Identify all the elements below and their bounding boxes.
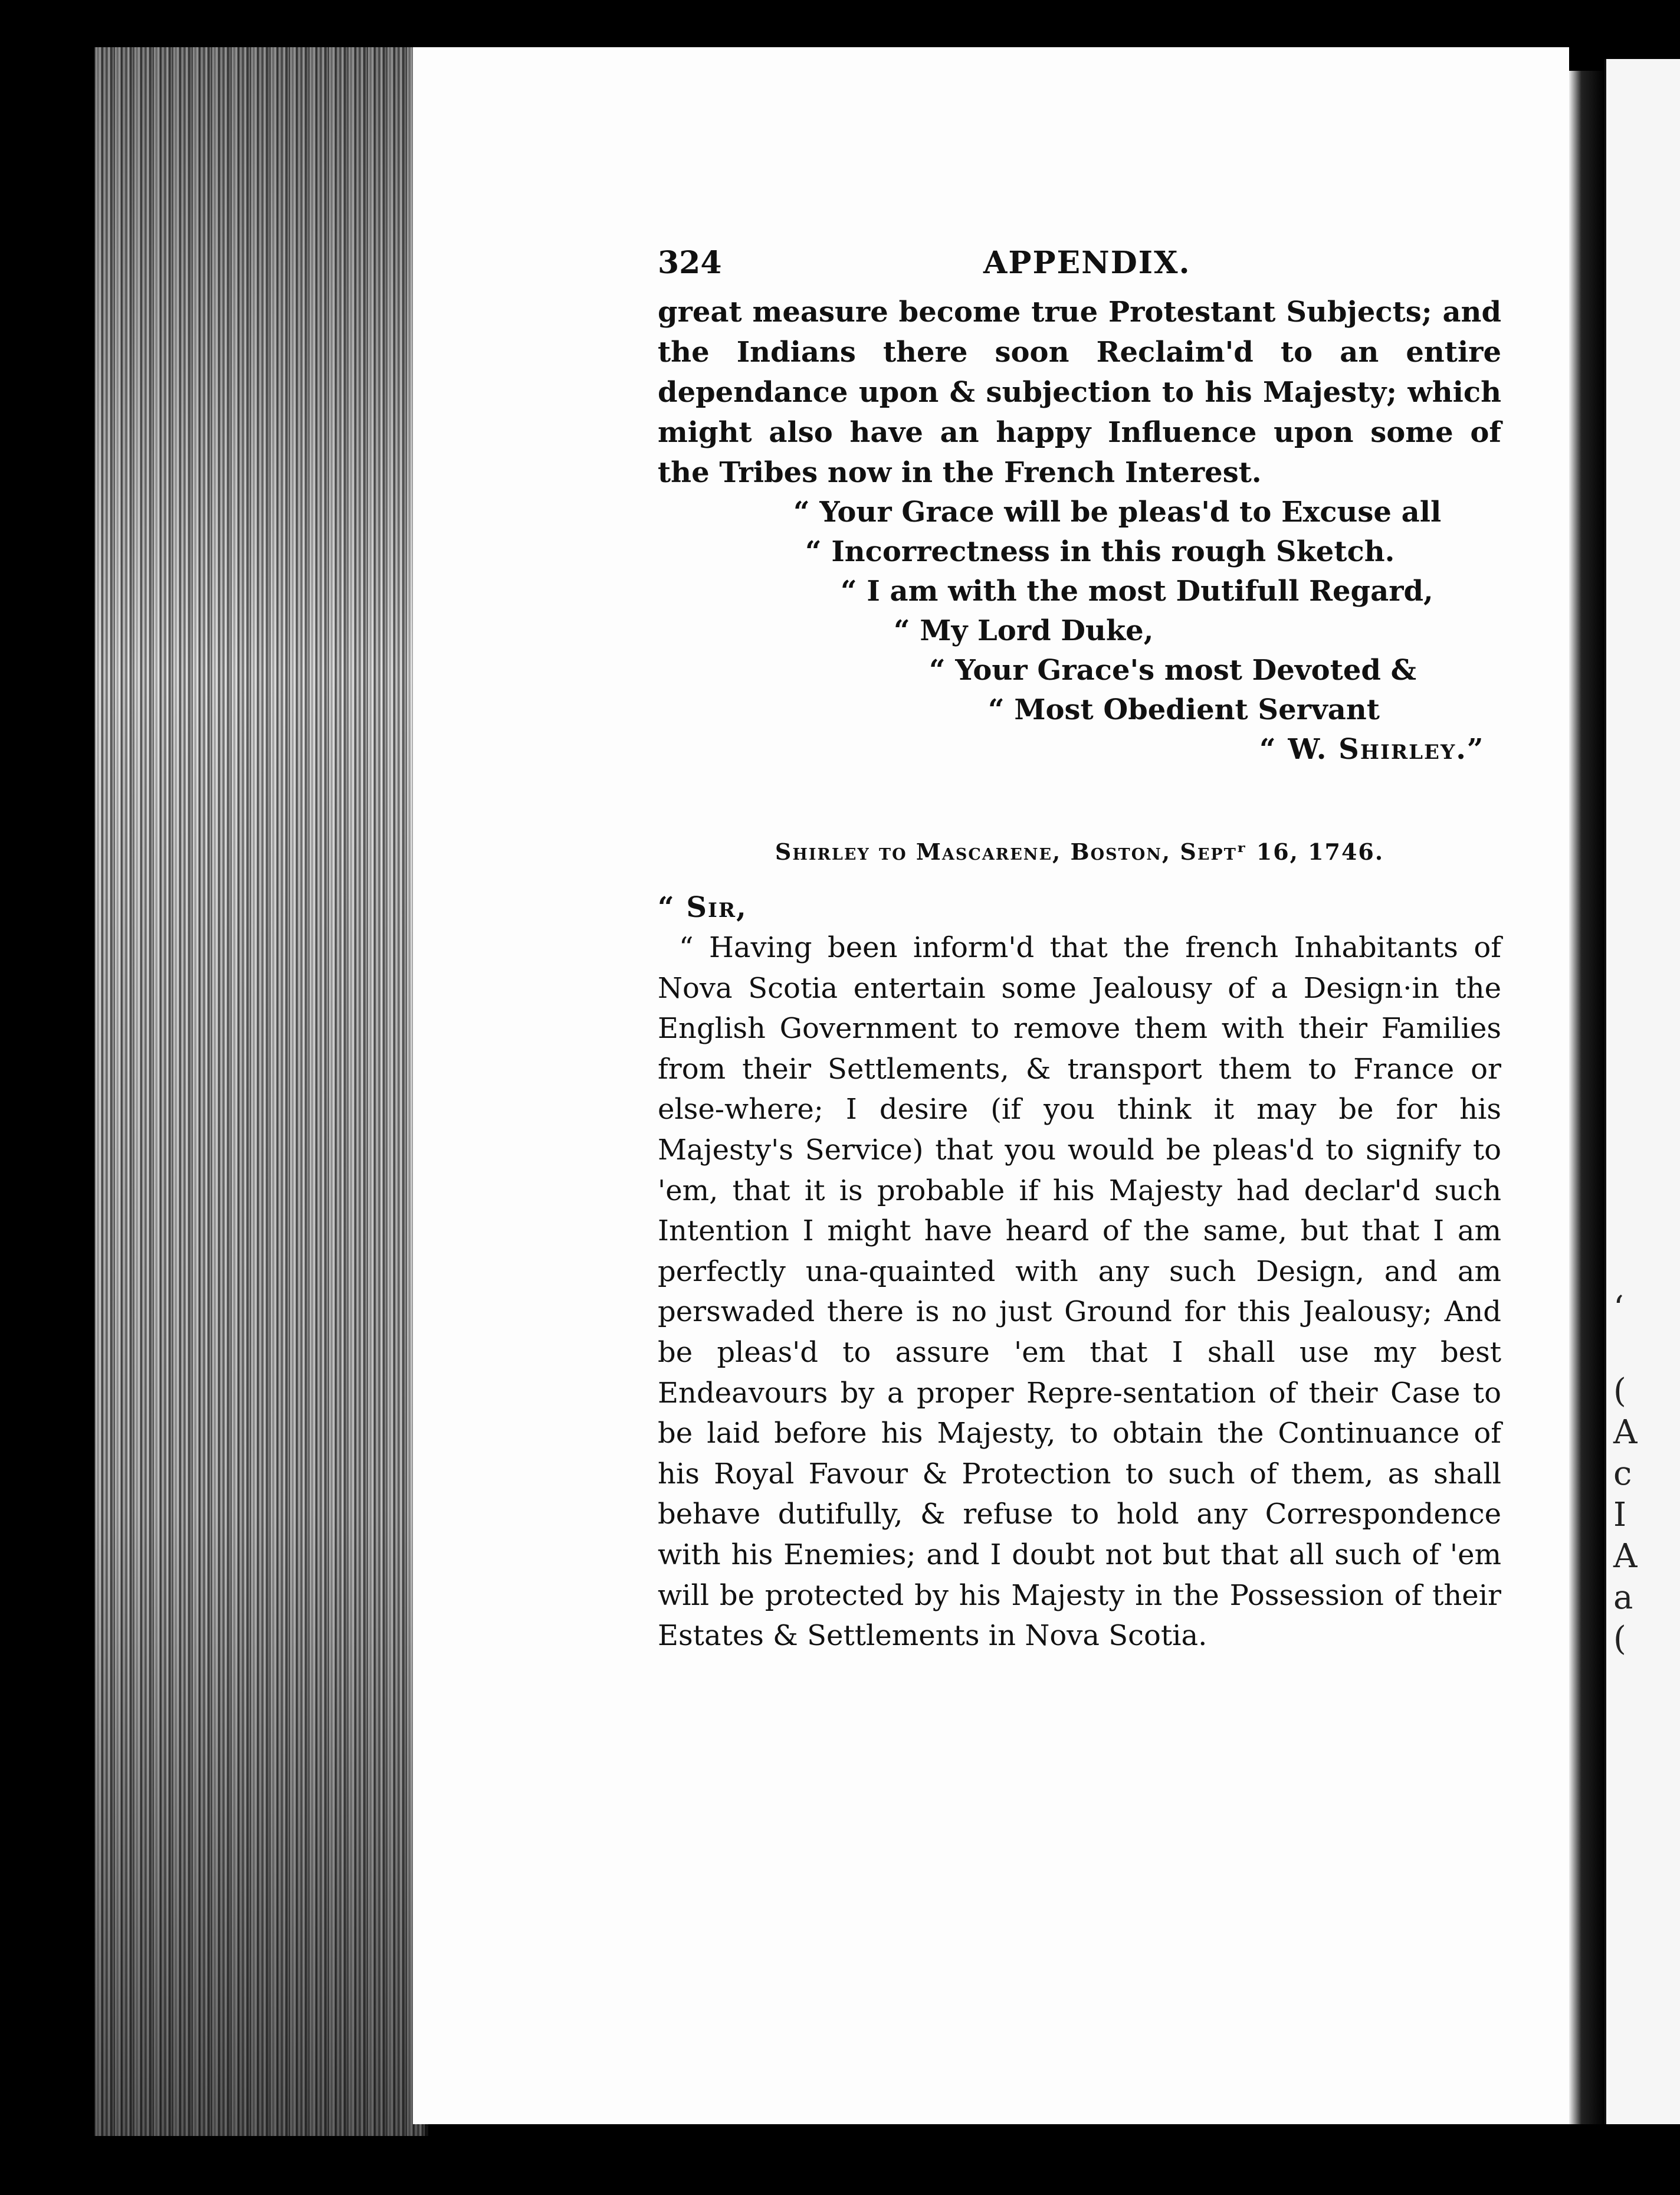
closing-line: “ Your Grace will be pleas'd to Excuse all bbox=[793, 496, 1442, 529]
closing-line: “ Incorrectness in this rough Sketch. bbox=[805, 535, 1395, 568]
continuation-paragraph: great measure become true Protestant Subjects; and the Indians there soon Reclaim'd to an entire dependance upon & subjection to his Majesty; which might also have an happy Influence upon some of the Tribes now in the French Interest. bbox=[658, 296, 1501, 489]
facing-page-fragment: A bbox=[1613, 1413, 1638, 1452]
facing-page-fragment: ‘ bbox=[1613, 1289, 1624, 1328]
facing-page-fragment: c bbox=[1613, 1454, 1632, 1493]
facing-page-sliver bbox=[1604, 59, 1680, 2124]
book-page-edges bbox=[94, 47, 428, 2136]
facing-page-fragment: A bbox=[1613, 1537, 1638, 1575]
closing-line: “ I am with the most Dutifull Regard, bbox=[841, 575, 1433, 608]
letter-body: “ Having been inform'd that the french Inhabitants of Nova Scotia entertain some Jealousy of a Design·in the English Government to remove them with their Families from their Settlements, & transport them to France or else-where; I desire (if you think it may be for his Majesty's Service) that you would be pleas'd to signify to 'em, that it is probable if his Majesty had declar'd such Intention I might have heard of the same, but that I am perfectly una-quainted with any such Design, and am perswaded there is no just Ground for this Jealousy; And be pleas'd to assure 'em that I shall use my best Endeavours by a proper Repre-sentation of their Case to be laid before his Majesty, to obtain the Continuance of his Royal Favour & Protection to such of them, as shall behave dutifully, & refuse to hold any Correspondence with his Enemies; and I doubt not but that all such of 'em will be protected by his Majesty in the Possession of their Estates & Settlements in Nova Scotia. bbox=[658, 931, 1501, 1653]
closing-line: “ Your Grace's most Devoted & bbox=[929, 654, 1417, 687]
page-text-block bbox=[658, 245, 1501, 1656]
signature-line: “ W. Shirley.” bbox=[1259, 733, 1485, 766]
facing-page-fragment: I bbox=[1613, 1496, 1627, 1534]
facing-page-fragment: ( bbox=[1613, 1372, 1626, 1410]
facing-page-fragment: a bbox=[1613, 1578, 1633, 1617]
letter-heading: Shirley to Mascarene, Boston, Septʳ 16, 1746. bbox=[775, 838, 1384, 865]
page-number: 324 bbox=[658, 245, 722, 281]
facing-page-fragment: ( bbox=[1613, 1620, 1626, 1658]
letter-closing bbox=[658, 493, 1501, 769]
book-gutter bbox=[1569, 71, 1604, 2124]
closing-line: “ My Lord Duke, bbox=[894, 614, 1154, 647]
closing-line: “ Most Obedient Servant bbox=[988, 693, 1380, 726]
running-head: APPENDIX. bbox=[983, 245, 1191, 281]
page-header bbox=[658, 245, 1501, 292]
scan-border-bottom bbox=[0, 2148, 1680, 2195]
salutation: “ Sir, bbox=[658, 891, 747, 924]
